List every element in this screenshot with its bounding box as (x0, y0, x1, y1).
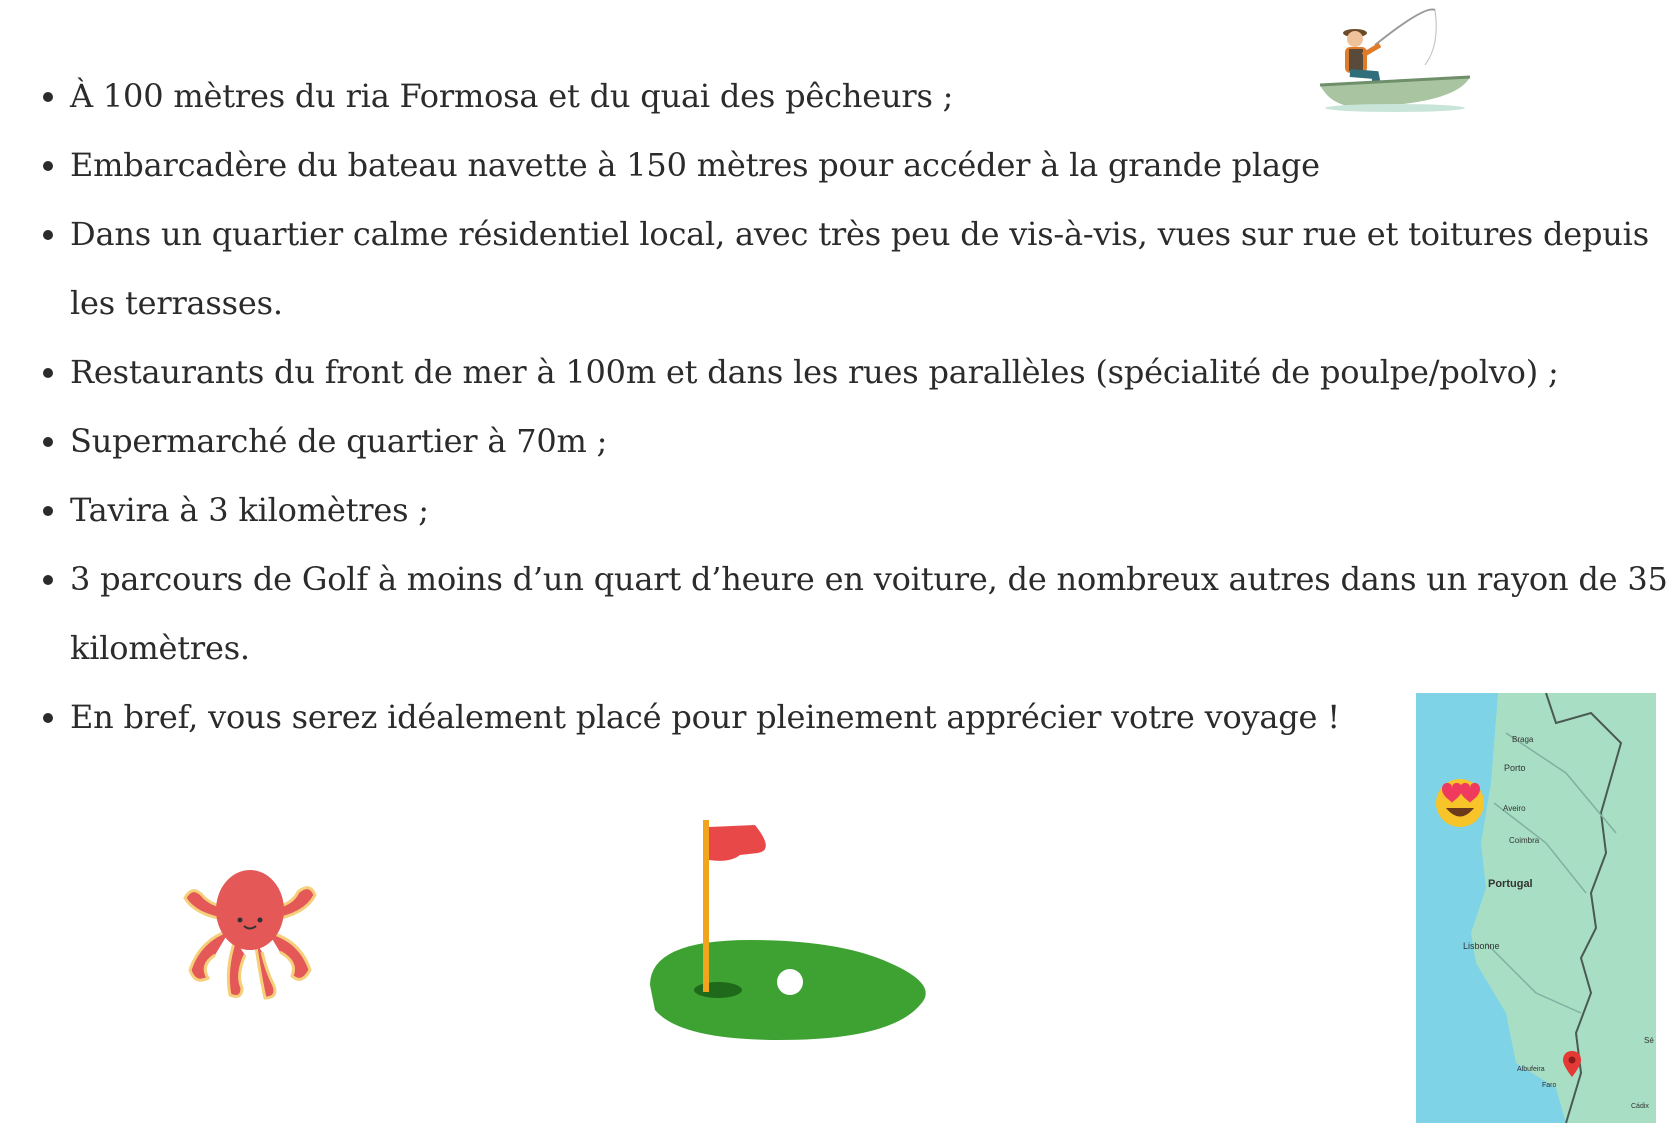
list-item: • Restaurants du front de mer à 100m et dans les rues parallèles (spécialité de poulpe/polvo) ; (70, 338, 1670, 407)
map-label-albufeira: Albufeira (1517, 1066, 1545, 1073)
list-item: • Dans un quartier calme résidentiel local, avec très peu de vis-à-vis, vues sur rue et toitures depuis les terrasses. (70, 200, 1670, 338)
list-item: • Embarcadère du bateau navette à 150 mètres pour accéder à la grande plage (70, 131, 1670, 200)
map-label-se: Sé (1644, 1036, 1654, 1045)
octopus-illustration (170, 860, 330, 1010)
golf-green-illustration (640, 815, 940, 1045)
list-item: • 3 parcours de Golf à moins d’un quart d’heure en voiture, de nombreux autres dans un rayon de 35 kilomètres. (70, 545, 1670, 683)
map-label-lisbonne: Lisbonne (1463, 941, 1500, 951)
map-label-portugal: Portugal (1488, 878, 1533, 890)
list-item: • En bref, vous serez idéalement placé pour pleinement apprécier votre voyage ! (70, 683, 1670, 752)
map-land (1416, 693, 1656, 1123)
map-label-cadix: Cádix (1631, 1103, 1649, 1110)
map-label-faro: Faro (1542, 1082, 1557, 1089)
map-label-aveiro: Aveiro (1503, 804, 1526, 813)
map-label-coimbra: Coimbra (1509, 836, 1540, 845)
location-pin-icon (1563, 1051, 1581, 1077)
portugal-map (1416, 693, 1656, 1123)
amenities-list (36, 62, 1670, 752)
list-item: • Supermarché de quartier à 70m ; (70, 407, 1670, 476)
map-label-braga: Braga (1512, 735, 1534, 744)
list-item: • À 100 mètres du ria Formosa et du quai des pêcheurs ; (70, 62, 1670, 131)
fisherman-boat-illustration (1315, 5, 1475, 115)
list-item: • Tavira à 3 kilomètres ; (70, 476, 1670, 545)
heart-eyes-emoji-icon (1432, 773, 1488, 829)
map-label-porto: Porto (1504, 763, 1526, 773)
